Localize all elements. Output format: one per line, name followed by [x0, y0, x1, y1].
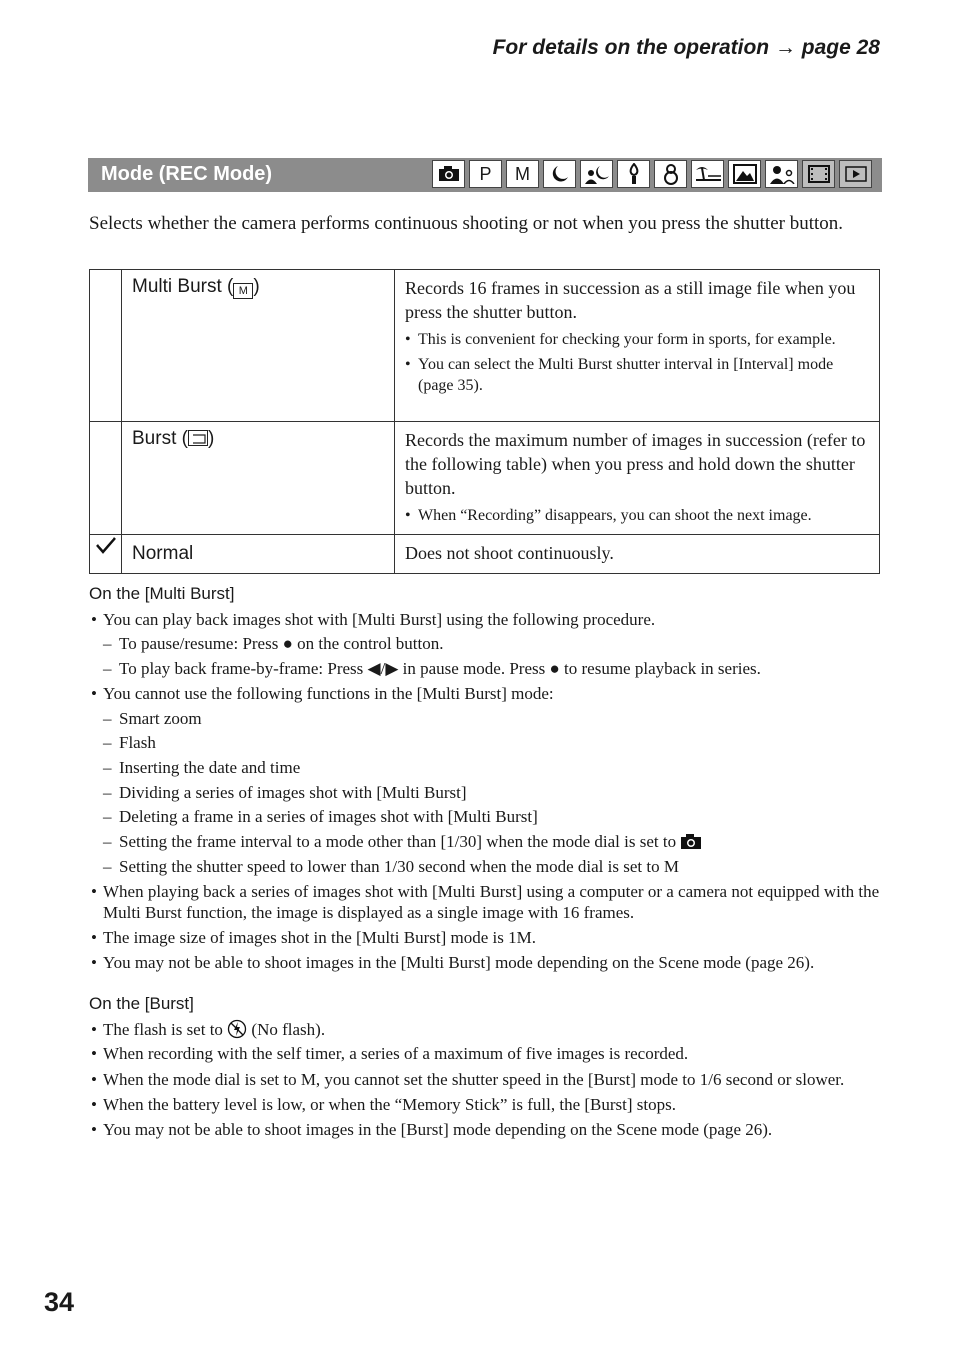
- table-row: [90, 535, 880, 574]
- note-item: • When playing back a series of images shot with [Multi Burst] using a computer or a camera not equipped with the Multi Burst function, the image is displayed as a single image with 16 frames.: [89, 881, 884, 923]
- note-heading-burst: On the [Burst]: [89, 993, 194, 1013]
- check-cell: [90, 422, 122, 535]
- table-row: [90, 422, 880, 535]
- center-button-icon: ●: [549, 659, 560, 679]
- intro-text: Selects whether the camera performs continuous shooting or not when you press the shutter button.: [89, 213, 844, 234]
- option-description: [395, 422, 880, 535]
- beach-icon: [691, 160, 724, 188]
- text: in pause mode. Press: [398, 659, 550, 679]
- description-bullet: • You can select the Multi Burst shutter interval in [Interval] mode (page 35).: [405, 354, 869, 396]
- multi-burst-icon: [233, 283, 253, 299]
- camera-icon: [680, 834, 702, 850]
- program-icon: P: [469, 160, 502, 188]
- option-name: [122, 270, 395, 422]
- option-name: [122, 422, 395, 535]
- page-number: 34: [44, 1287, 75, 1317]
- description-text: Does not shoot continuously.: [405, 543, 614, 563]
- spacer: [89, 976, 884, 992]
- text: to resume playback in series.: [559, 659, 761, 679]
- mode-icon-strip: [432, 160, 876, 188]
- snow-icon: [654, 160, 687, 188]
- note-item: • When the battery level is low, or when the “Memory Stick” is full, the [Burst] stops.: [89, 1093, 884, 1118]
- notes-section: [89, 582, 884, 1142]
- text: The flash is set to: [103, 1019, 228, 1039]
- text: (No flash).: [247, 1019, 326, 1039]
- note-heading-multi-burst: On the [Multi Burst]: [89, 584, 235, 603]
- description-bullet: • This is convenient for checking your form in sports, for example.: [405, 329, 869, 350]
- page-reference: For details on the operation → page 28: [492, 36, 880, 59]
- description-text: Records 16 frames in succession as a still image file when you press the shutter button.: [405, 278, 856, 322]
- text: To play back frame-by-frame: Press: [119, 659, 368, 679]
- note-subitem: – Deleting a frame in a series of images shot with [Multi Burst]: [89, 805, 884, 830]
- option-label-suffix: ): [253, 276, 260, 297]
- note-subitem: – Setting the shutter speed to lower than 1/30 second when the mode dial is set to M: [89, 855, 884, 880]
- check-cell: [90, 270, 122, 422]
- note-item: • The image size of images shot in the [Multi Burst] mode is 1M.: [89, 926, 884, 951]
- left-right-arrow-icon: ◀/▶: [367, 659, 399, 679]
- option-name: [122, 535, 395, 574]
- option-label-suffix: ): [207, 428, 215, 449]
- note-item: • When the mode dial is set to M, you cannot set the shutter speed in the [Burst] mode to 1/6 second or slower.: [89, 1069, 884, 1090]
- note-subitem: [89, 657, 884, 682]
- note-item: • You may not be able to shoot images in the [Burst] mode depending on the Scene mode (page 26).: [89, 1118, 884, 1143]
- twilight-portrait-icon: [580, 160, 613, 188]
- center-button-icon: ●: [282, 634, 293, 654]
- candle-icon: [617, 160, 650, 188]
- landscape-icon: [728, 160, 761, 188]
- text: To pause/resume: Press: [119, 634, 283, 654]
- note-item: • You may not be able to shoot images in the [Multi Burst] mode depending on the Scene mode (page 26).: [89, 951, 884, 976]
- option-label: Multi Burst (: [132, 276, 234, 297]
- note-subitem: [89, 632, 884, 657]
- section-title: Mode (REC Mode): [101, 163, 273, 185]
- movie-icon: [802, 160, 835, 188]
- note-subitem: [89, 830, 884, 855]
- option-description: [395, 270, 880, 422]
- note-subitem: – Inserting the date and time: [89, 756, 884, 781]
- note-item: • You cannot use the following functions in the [Multi Burst] mode:: [89, 682, 884, 707]
- checkmark-icon: [95, 536, 117, 554]
- note-subitem: – Smart zoom: [89, 707, 884, 732]
- soft-snap-icon: [765, 160, 798, 188]
- option-label: Normal: [132, 543, 194, 564]
- burst-icon: [188, 430, 208, 446]
- option-description: [395, 535, 880, 574]
- table-row: [90, 270, 880, 422]
- icon-letter: M: [238, 285, 248, 297]
- camera-icon: [432, 160, 465, 188]
- description-text: Records the maximum number of images in succession (refer to the following table) when you press and hold down the shutter button.: [405, 430, 866, 498]
- note-item: • When recording with the self timer, a series of a maximum of five images is recorded.: [89, 1042, 884, 1067]
- note-subitem: – Flash: [89, 731, 884, 756]
- note-subitem: – Dividing a series of images shot with [Multi Burst]: [89, 781, 884, 806]
- no-flash-icon: [227, 1019, 247, 1039]
- options-table: [89, 269, 880, 574]
- note-item: • You can play back images shot with [Multi Burst] using the following procedure.: [89, 608, 884, 633]
- mode-section-bar: [88, 158, 882, 192]
- text: on the control button.: [292, 634, 444, 654]
- text: Setting the frame interval to a mode other than [1/30] when the mode dial is set to: [119, 832, 677, 852]
- check-cell: [90, 535, 122, 574]
- twilight-icon: [543, 160, 576, 188]
- option-label: Burst (: [132, 428, 188, 449]
- note-item: [89, 1018, 884, 1043]
- manual-icon: M: [506, 160, 539, 188]
- description-bullet: • When “Recording” disappears, you can shoot the next image.: [405, 505, 869, 526]
- playback-icon: [839, 160, 872, 188]
